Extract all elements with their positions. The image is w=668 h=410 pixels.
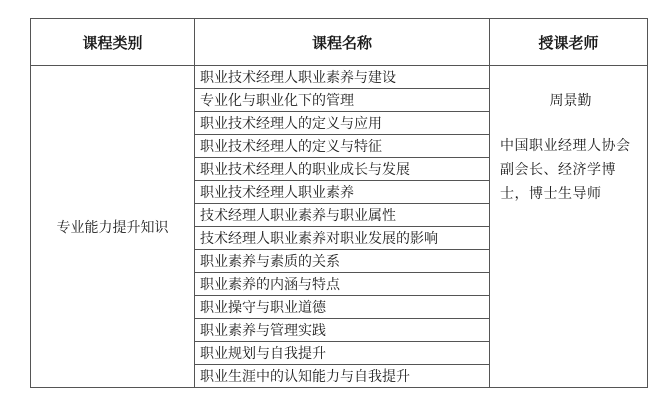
header-category: 课程类别 — [31, 19, 195, 66]
course-name-cell: 职业素养与素质的关系 — [195, 250, 490, 273]
course-name-cell: 职业技术经理人职业素养 — [195, 181, 490, 204]
header-teacher: 授课老师 — [490, 19, 648, 66]
course-name-cell: 职业操守与职业道德 — [195, 296, 490, 319]
course-table — [30, 18, 648, 388]
course-name-cell: 职业生涯中的认知能力与自我提升 — [195, 365, 490, 388]
course-name-cell: 职业技术经理人的定义与特征 — [195, 135, 490, 158]
course-name-cell: 职业素养的内涵与特点 — [195, 273, 490, 296]
course-name-cell: 职业规划与自我提升 — [195, 342, 490, 365]
course-name-cell: 专业化与职业化下的管理 — [195, 89, 490, 112]
course-name-cell: 技术经理人职业素养对职业发展的影响 — [195, 227, 490, 250]
category-cell: 专业能力提升知识 — [31, 66, 195, 388]
teacher-title: 中国职业经理人协会副会长、经济学博士，博士生导师 — [500, 138, 631, 202]
course-name-cell: 职业素养与管理实践 — [195, 319, 490, 342]
course-name-cell: 职业技术经理人的定义与应用 — [195, 112, 490, 135]
course-name-cell: 技术经理人职业素养与职业属性 — [195, 204, 490, 227]
table-row — [31, 66, 648, 89]
header-row — [31, 19, 648, 66]
course-name-cell: 职业技术经理人职业素养与建设 — [195, 66, 490, 89]
course-name-cell: 职业技术经理人的职业成长与发展 — [195, 158, 490, 181]
teacher-cell — [490, 66, 648, 388]
teacher-name: 周景勤 — [549, 93, 592, 109]
header-course-name: 课程名称 — [195, 19, 490, 66]
